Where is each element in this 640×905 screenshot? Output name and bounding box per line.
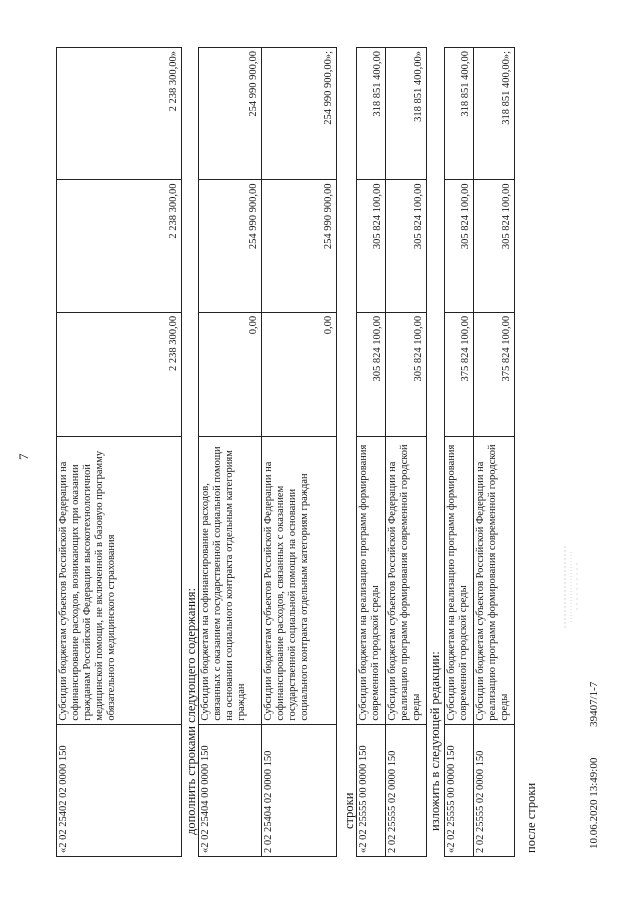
section-label-add: дополнить строками следующего содержания: — [184, 588, 198, 835]
row-name: Субсидии бюджетам субъектов Российской Федерации на софинансирование расходов, связанных с оказанием государственной социальной помощи на основании социального контракта отдельным категориям граждан — [262, 437, 337, 724]
row-code: «2 02 25402 02 0000 150 — [57, 724, 182, 856]
row-value-2: 254 990 900,00 — [262, 180, 337, 312]
table-row — [474, 48, 515, 857]
row-value-1: 305 824 100,00 — [386, 312, 427, 437]
row-code: «2 02 25404 00 0000 150 — [199, 724, 262, 856]
row-value-2: 305 824 100,00 — [386, 180, 427, 312]
row-value-1: 375 824 100,00 — [445, 312, 474, 437]
table-row — [386, 48, 427, 857]
row-code: 2 02 25404 02 0000 150 — [262, 724, 337, 856]
row-value-2: 2 238 300,00 — [57, 180, 182, 312]
row-value-3: 318 851 400,00»; — [474, 48, 515, 180]
table-row — [357, 48, 386, 857]
row-value-3: 318 851 400,00 — [357, 48, 386, 180]
row-value-3: 254 990 900,00»; — [262, 48, 337, 180]
table-row — [445, 48, 474, 857]
footer-timestamp: 10.06.2020 13:49:00 — [588, 757, 600, 849]
section-replace — [444, 47, 515, 857]
table-row — [57, 48, 182, 857]
section-add — [198, 47, 337, 857]
row-code: 2 02 25555 02 0000 150 — [474, 724, 515, 856]
row-value-3: 2 238 300,00» — [57, 48, 182, 180]
row-name: Субсидии бюджетам на реализацию программ формирования современной городской среды — [445, 437, 474, 724]
table-row — [199, 48, 262, 857]
row-value-3: 254 990 900,00 — [199, 48, 262, 180]
row-value-1: 0,00 — [262, 312, 337, 437]
page-number: 7 — [16, 453, 31, 460]
section-label-replace: изложить в следующей редакции: — [428, 651, 442, 831]
row-value-2: 305 824 100,00 — [474, 180, 515, 312]
closing-label: после строки — [524, 782, 538, 853]
budget-table — [444, 47, 515, 857]
row-value-3: 318 851 400,00 — [445, 48, 474, 180]
row-value-1: 305 824 100,00 — [357, 312, 386, 437]
row-name: Субсидии бюджетам субъектов Российской Федерации на софинансирование расходов, возникающих при оказании гражданам Российской Федерации высокотехнологичной медицинской помощи, не включенной в базовую программу обязательного медицинского страхования — [57, 437, 182, 724]
row-name: Субсидии бюджетам на реализацию программ формирования современной городской среды — [357, 437, 386, 724]
row-value-1: 0,00 — [199, 312, 262, 437]
row-code: 2 02 25555 02 0000 150 — [386, 724, 427, 856]
row-value-3: 318 851 400,00» — [386, 48, 427, 180]
row-value-2: 254 990 900,00 — [199, 180, 262, 312]
budget-table — [356, 47, 427, 857]
faint-stamp-mark — [560, 540, 582, 630]
budget-table — [198, 47, 337, 857]
budget-table — [56, 47, 182, 857]
row-value-2: 305 824 100,00 — [445, 180, 474, 312]
section-label-rows: строки — [342, 792, 356, 829]
row-code: «2 02 25555 00 0000 150 — [357, 724, 386, 856]
footer — [588, 654, 600, 849]
row-value-2: 305 824 100,00 — [357, 180, 386, 312]
row-name: Субсидии бюджетам субъектов Российской Федерации на реализацию программ формирования современной городской среды — [474, 437, 515, 724]
row-name: Субсидии бюджетам на софинансирование расходов, связанных с оказанием государственной социальной помощи на основании социального контракта отдельным категориям граждан — [199, 437, 262, 724]
row-code: «2 02 25555 00 0000 150 — [445, 724, 474, 856]
row-value-1: 375 824 100,00 — [474, 312, 515, 437]
row-name: Субсидии бюджетам субъектов Российской Федерации на реализацию программ формирования современной городской среды — [386, 437, 427, 724]
footer-doc-id: 39407/1-7 — [588, 681, 600, 727]
section-rows — [356, 47, 427, 857]
section-continuation — [56, 47, 182, 857]
table-row — [262, 48, 337, 857]
row-value-1: 2 238 300,00 — [57, 312, 182, 437]
